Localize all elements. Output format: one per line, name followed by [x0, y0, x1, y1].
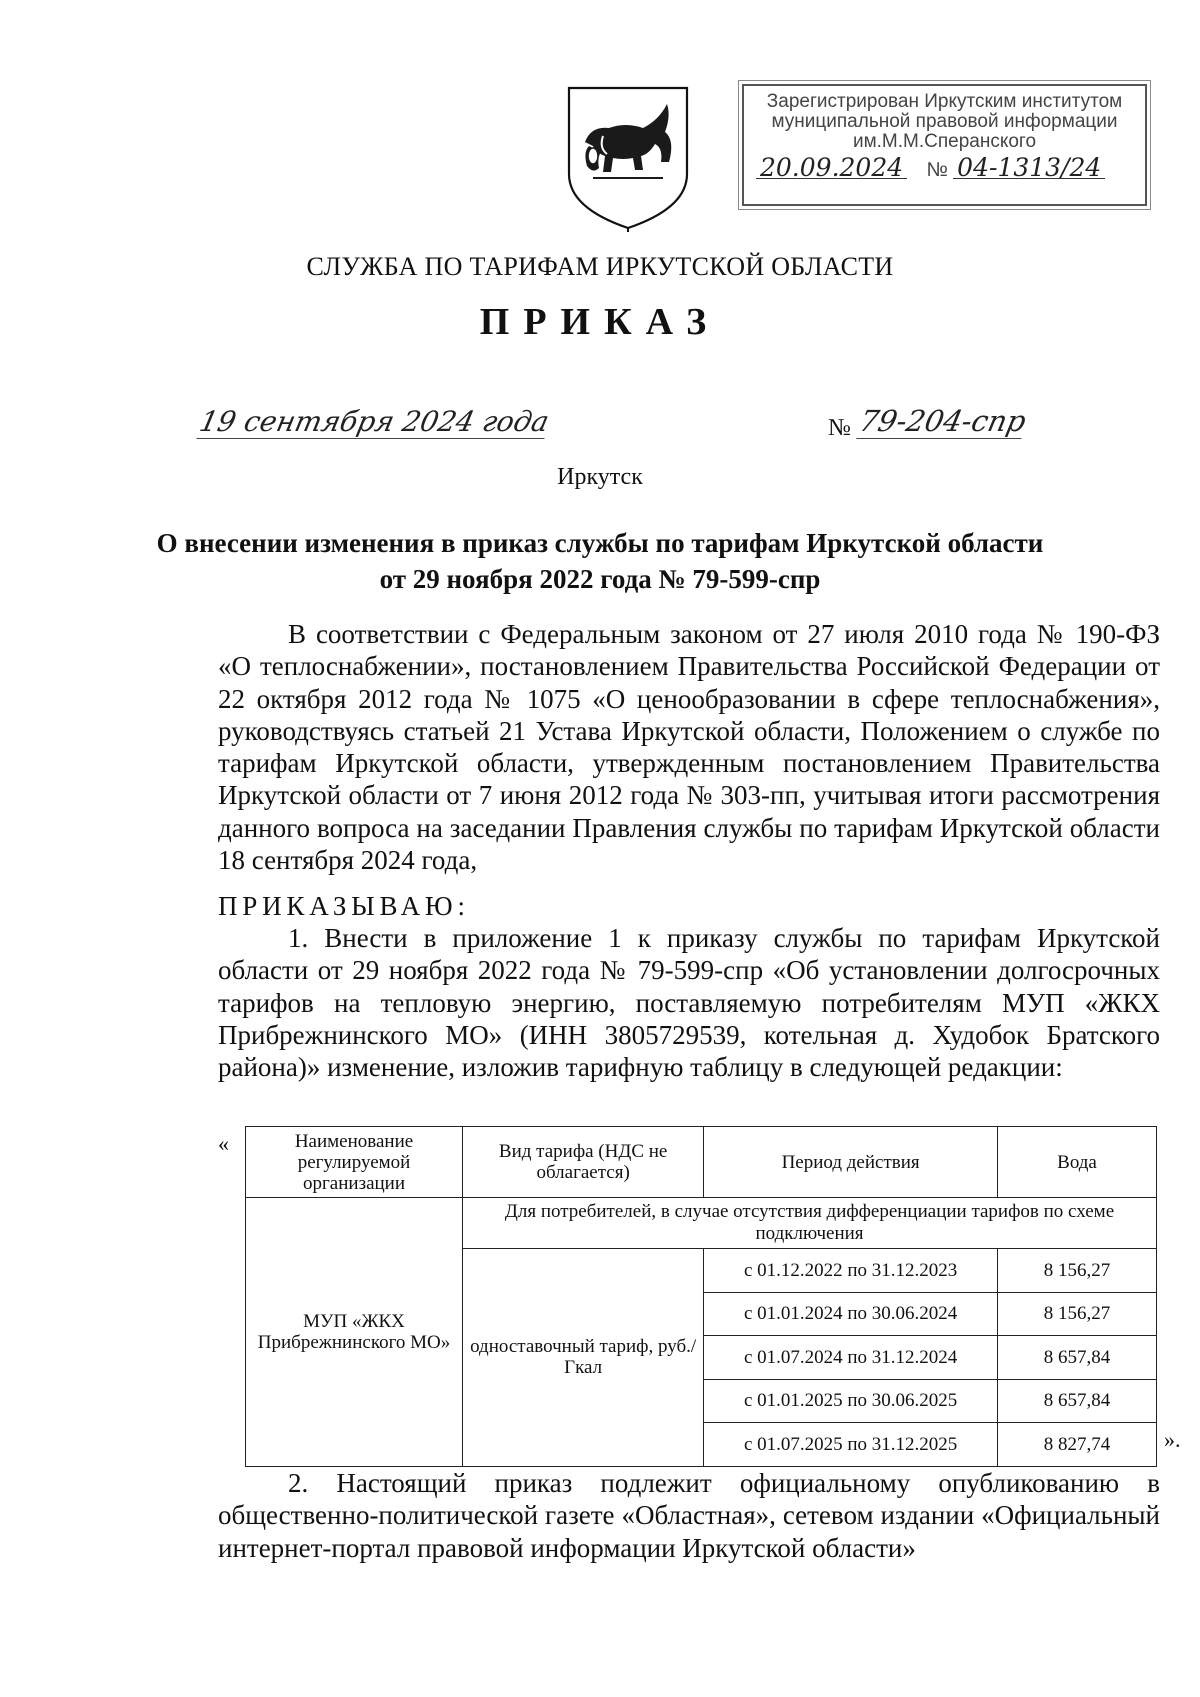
clause-2-text: 2. Настоящий приказ подлежит официальному опубликованию в общественно-политической газете «Областная», сетевом издании «Официальный интернет-портал правовой информации Иркутской области»	[218, 1468, 1160, 1563]
period-cell: с 01.01.2025 по 30.06.2025	[704, 1379, 998, 1423]
registration-stamp	[742, 84, 1147, 206]
table-header-row	[246, 1127, 1157, 1198]
preamble-text: В соответствии с Федеральным законом от 27 июля 2010 года № 190-ФЗ «О теплоснабжении», постановлением Правительства Российской Федерации от 22 октября 2012 года № 1075 «О ценообразовании в сфере теплоснабжения», руководствуясь статьей 21 Устава Иркутской области, Положением о службе по тарифам Иркутской области, утвержденным постановлением Правительства Иркутской области от 7 июня 2012 года № 303-пп, учитывая итоги рассмотрения данного вопроса на заседании Правления службы по тарифам Иркутской области 18 сентября 2024 года,	[218, 619, 1160, 876]
stamp-date: 20.09.2024	[756, 158, 907, 179]
period-cell: с 01.12.2022 по 31.12.2023	[704, 1249, 998, 1293]
value-cell: 8 827,74	[998, 1423, 1157, 1467]
table-subheader-row	[246, 1198, 1157, 1249]
document-type: ПРИКАЗ	[479, 301, 721, 343]
order-number-label: №	[828, 415, 851, 441]
period-cell: с 01.07.2024 по 31.12.2024	[704, 1336, 998, 1380]
city: Иркутск	[557, 464, 643, 490]
title-line-2: от 29 ноября 2022 года № 79-599-спр	[379, 564, 821, 594]
coat-of-arms-emblem	[563, 82, 693, 232]
stamp-line-1: Зарегистрирован Иркутским институтом	[766, 91, 1123, 112]
order-date: 19 сентября 2024 года	[196, 405, 552, 438]
value-cell: 8 156,27	[998, 1249, 1157, 1293]
stamp-number-label: №	[926, 159, 948, 181]
value-cell: 8 657,84	[998, 1379, 1157, 1423]
stamp-line-3: им.М.М.Сперанского	[852, 131, 1037, 152]
order-word: ПРИКАЗЫВАЮ:	[218, 891, 470, 921]
clause-1-text: 1. Внести в приложение 1 к приказу службы по тарифам Иркутской области от 29 ноября 2022 года № 79-599-спр «Об установлении долгосрочных тарифов на тепловую энергию, поставляемую потребителям МУП «ЖКХ Прибрежнинского МО» (ИНН 3805729539, котельная д. Худобок Братского района)» изменение, изложив тарифную таблицу в следующей редакции:	[218, 923, 1160, 1083]
stamp-line-2: муниципальной правовой информации	[771, 111, 1118, 132]
period-cell: с 01.01.2024 по 30.06.2024	[704, 1292, 998, 1336]
tariff-type-cell: одноставочный тариф, руб./Гкал	[463, 1249, 704, 1467]
header-period: Период действия	[704, 1127, 998, 1198]
header-organization: Наименование регулируемой организации	[246, 1127, 463, 1198]
value-cell: 8 156,27	[998, 1292, 1157, 1336]
clause-2-paragraph	[218, 1467, 1160, 1564]
table-quote-close: ».	[1164, 1427, 1181, 1452]
header-water: Вода	[998, 1127, 1157, 1198]
period-cell: с 01.07.2025 по 31.12.2025	[704, 1423, 998, 1467]
organization-cell: МУП «ЖКХ Прибрежнинского МО»	[246, 1198, 463, 1467]
value-cell: 8 657,84	[998, 1336, 1157, 1380]
agency-name: СЛУЖБА ПО ТАРИФАМ ИРКУТСКОЙ ОБЛАСТИ	[306, 252, 894, 281]
clause-1-paragraph	[218, 922, 1160, 1083]
title-line-1: О внесении изменения в приказ службы по тарифам Иркутской области	[156, 528, 1044, 558]
document-title	[0, 525, 1200, 597]
order-number: 79-204-спр	[856, 404, 1030, 438]
table-quote-open: «	[218, 1131, 229, 1156]
stamp-number: 04-1313/24	[953, 158, 1105, 179]
tariff-table	[245, 1126, 1157, 1467]
header-tariff-type: Вид тарифа (НДС не облагается)	[463, 1127, 704, 1198]
preamble-paragraph	[218, 618, 1160, 876]
consumer-subheader: Для потребителей, в случае отсутствия дифференциации тарифов по схеме подключения	[463, 1198, 1157, 1249]
